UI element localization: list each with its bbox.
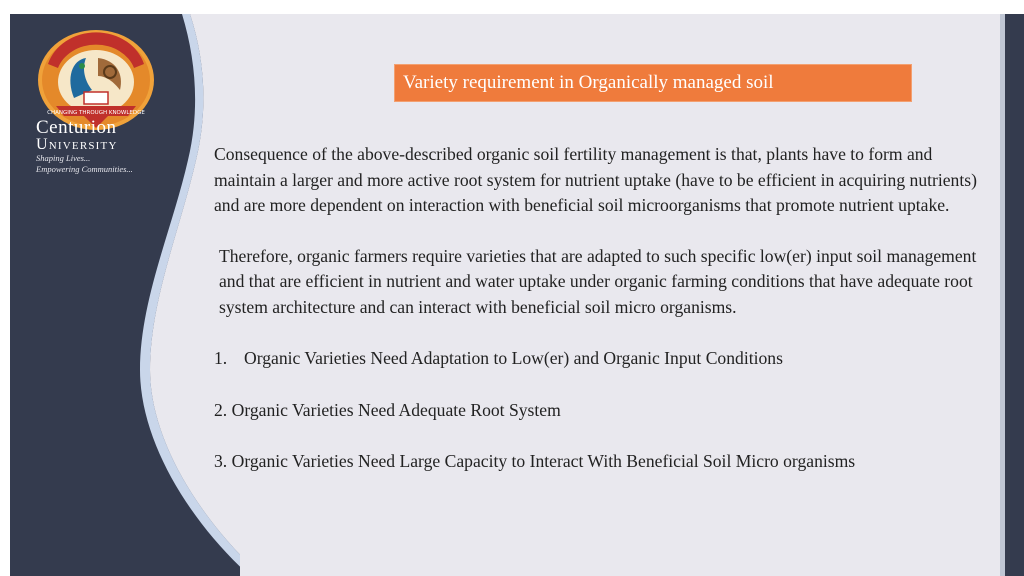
brand-name: Centurion xyxy=(36,117,117,138)
list-item xyxy=(214,449,984,475)
right-edge-highlight xyxy=(1000,14,1005,576)
brand-block xyxy=(36,118,186,175)
list-item xyxy=(214,346,984,372)
paragraph-1: Consequence of the above-described organic soil fertility management is that, plants have to form and maintain a larger and more active root system for nutrient uptake (have to be efficient in acquiring nutrients) and are more dependent on interaction with beneficial soil microorganisms that promote nutrient uptake. xyxy=(214,144,977,215)
list-item-text: Organic Varieties Need Large Capacity to Interact With Beneficial Soil Micro organisms xyxy=(231,451,856,471)
list-item xyxy=(214,398,984,424)
list-item-text: Organic Varieties Need Adaptation to Low(er) and Organic Input Conditions xyxy=(244,348,783,368)
list-item-number: 2. xyxy=(214,399,228,420)
paragraph-2: Therefore, organic farmers require varieties that are adapted to such specific low(er) input soil management and that are efficient in nutrient and water uptake under organic farming conditions that have adequate root system architecture and can interact with beneficial soil micro organisms. xyxy=(219,245,977,317)
slide-body xyxy=(214,142,984,475)
logo-text: CHANGING THROUGH KNOWLEDGE xyxy=(47,110,145,116)
list-item-number: 1. xyxy=(214,348,228,368)
brand-tagline-2: Empowering Communities... xyxy=(36,164,133,174)
list-item-number: 3. xyxy=(214,451,228,471)
list-item-text: Organic Varieties Need Adequate Root System xyxy=(231,399,561,420)
slide-title: Variety requirement in Organically managed soil xyxy=(394,64,912,102)
brand-subtitle: University xyxy=(36,136,118,153)
brand-tagline-1: Shaping Lives... xyxy=(36,153,91,163)
